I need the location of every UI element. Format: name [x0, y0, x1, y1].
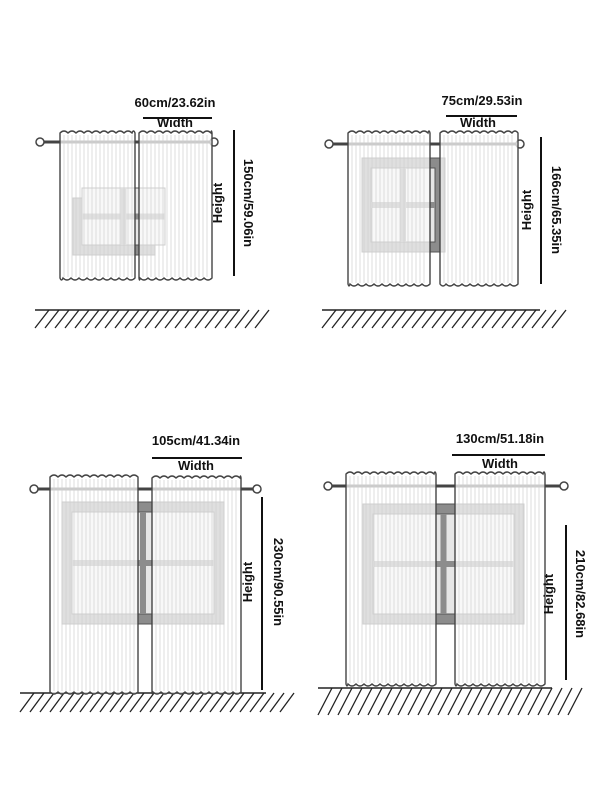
rod-finial-left	[30, 485, 38, 493]
rod-finial-left	[36, 138, 44, 146]
floor	[35, 310, 269, 328]
floor	[20, 693, 294, 712]
floor	[322, 310, 566, 328]
curtain-fabric	[139, 131, 212, 280]
curtain-panel-left	[50, 475, 138, 694]
width-measure-text: 60cm/23.62in	[134, 95, 216, 110]
rod-finial-right	[560, 482, 568, 490]
height-measure-text: 230cm/90.55in	[271, 537, 286, 627]
diagram-xlarge	[318, 431, 588, 715]
height-measure-text: 150cm/59.06in	[241, 158, 256, 248]
height-label: Height	[210, 182, 225, 224]
curtain-fabric	[455, 472, 545, 686]
curtain-fabric	[346, 472, 436, 686]
height-measure-text: 210cm/82.68in	[573, 549, 588, 639]
rod-finial-left	[325, 140, 333, 148]
width-label: Width	[157, 115, 193, 130]
width-measure-text: 130cm/51.18in	[455, 431, 545, 446]
diagram-large	[20, 433, 294, 712]
width-label: Width	[482, 456, 518, 471]
height-label: Height	[240, 561, 255, 603]
curtain-panel-right	[440, 131, 518, 286]
rod-finial-left	[324, 482, 332, 490]
curtain-panel-left	[348, 131, 430, 286]
curtain-panel-left	[60, 131, 135, 280]
diagram-medium	[322, 93, 566, 328]
floor	[318, 688, 582, 715]
height-measure-text: 166cm/65.35in	[549, 165, 564, 255]
width-label: Width	[178, 458, 214, 473]
curtain-panel-right	[139, 131, 212, 280]
rod-finial-right	[253, 485, 261, 493]
height-label: Height	[541, 573, 556, 615]
curtain-panel-left	[346, 472, 436, 686]
width-measure-text: 75cm/29.53in	[441, 93, 523, 108]
width-measure-text: 105cm/41.34in	[151, 433, 241, 448]
width-label: Width	[460, 115, 496, 130]
height-label: Height	[519, 189, 534, 231]
curtain-panel-right	[152, 476, 241, 694]
curtain-panel-right	[455, 472, 545, 686]
diagram-small	[35, 95, 269, 328]
